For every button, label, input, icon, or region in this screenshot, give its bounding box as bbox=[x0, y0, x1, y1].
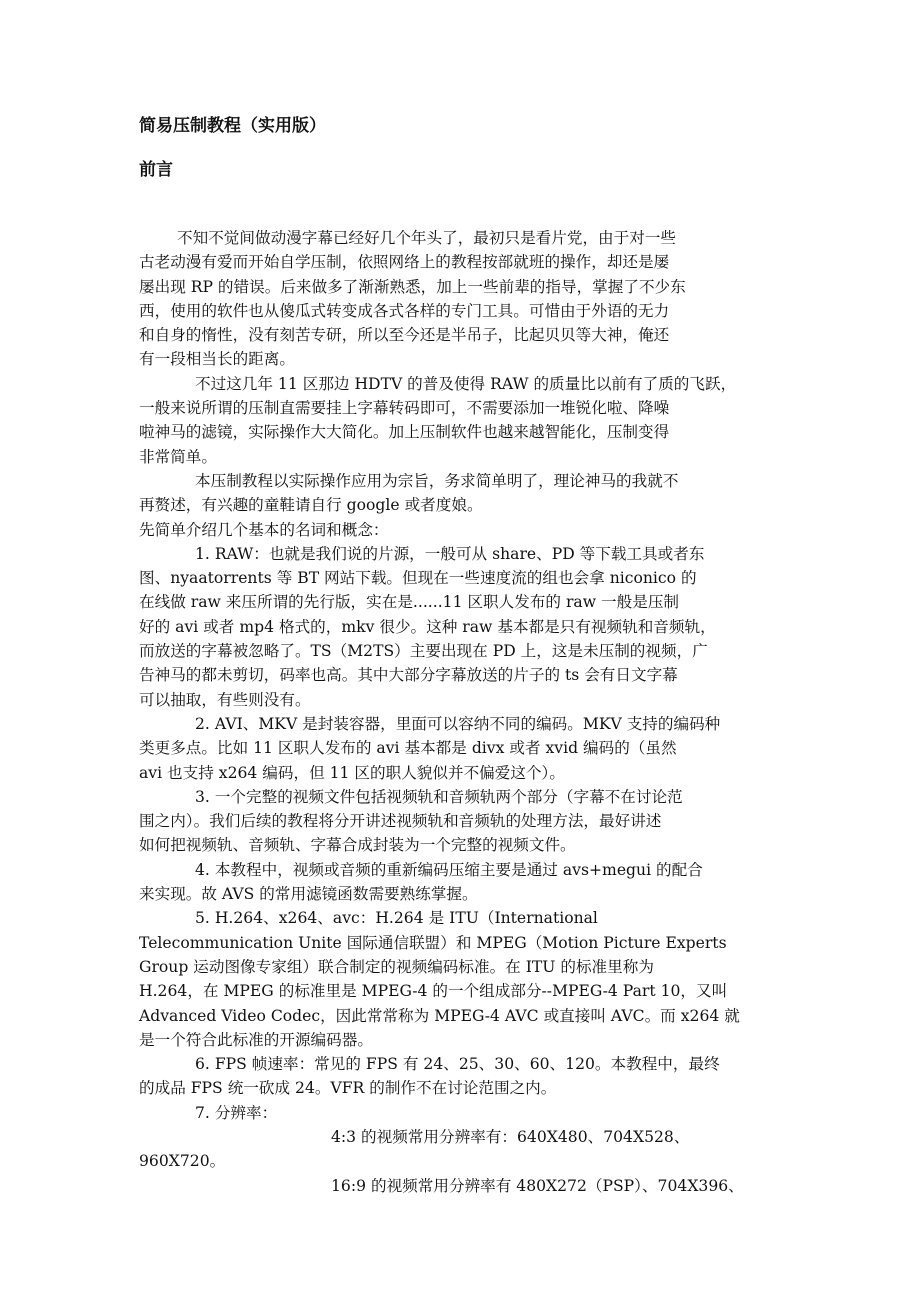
text-line: 7. 分辨率： bbox=[195, 1103, 278, 1122]
text-line: H.264，在 MPEG 的标准里是 MPEG-4 的一个组成部分--MPEG-4 Part 10，又叫 bbox=[139, 982, 728, 1001]
text-line: 屡出现 RP 的错误。后来做多了渐渐熟悉，加上一些前辈的指导，掌握了不少东 bbox=[139, 277, 686, 296]
text-line: 来实现。故 AVS 的常用滤镜函数需要熟练掌握。 bbox=[139, 885, 478, 904]
text-line: 5. H.264、x264、avc：H.264 是 ITU（International bbox=[195, 909, 598, 928]
text-line: 而放送的字幕被忽略了。TS（M2TS）主要出现在 PD 上，这是未压制的视频，广 bbox=[139, 642, 708, 661]
text-line: 本压制教程以实际操作应用为宗旨，务求简单明了，理论神马的我就不 bbox=[195, 471, 679, 490]
text-line: 好的 avi 或者 mp4 格式的，mkv 很少。这种 raw 基本都是只有视频轨和音频轨， bbox=[139, 617, 716, 636]
text-line: 有一段相当长的距离。 bbox=[139, 350, 295, 369]
document-title: 简易压制教程（实用版） bbox=[139, 116, 326, 136]
text-line: Telecommunication Unite 国际通信联盟）和 MPEG（Motion Picture Experts bbox=[139, 933, 727, 952]
text-line: 西，使用的软件也从傻瓜式转变成各式各样的专门工具。可惜由于外语的无力 bbox=[139, 301, 670, 320]
text-line: 3. 一个完整的视频文件包括视频轨和音频轨两个部分（字幕不在讨论范 bbox=[195, 787, 683, 806]
text-line: 不知不觉间做动漫字幕已经好几个年头了，最初只是看片党，由于对一些 bbox=[177, 229, 677, 247]
text-line: Group 运动图像专家组）联合制定的视频编码标准。在 ITU 的标准里称为 bbox=[139, 957, 654, 976]
text-line: 先简单介绍几个基本的名词和概念： bbox=[139, 520, 389, 539]
text-line: 的成品 FPS 统一砍成 24。VFR 的制作不在讨论范围之内。 bbox=[139, 1079, 557, 1098]
text-line: 可以抽取，有些则没有。 bbox=[139, 690, 311, 709]
text-line: 告神马的都未剪切，码率也高。其中大部分字幕放送的片子的 ts 会有日文字幕 bbox=[139, 666, 678, 685]
text-line: 不过这几年 11 区那边 HDTV 的普及使得 RAW 的质量比以前有了质的飞跃， bbox=[195, 374, 737, 393]
document-body bbox=[139, 226, 779, 1198]
text-line: 6. FPS 帧速率：常见的 FPS 有 24、25、30、60、120。本教程中，最终 bbox=[195, 1055, 720, 1074]
text-line: 4:3 的视频常用分辨率有：640X480、704X528、 bbox=[331, 1127, 690, 1146]
text-line: 围之内）。我们后续的教程将分开讲述视频轨和音频轨的处理方法，最好讲述 bbox=[139, 812, 662, 831]
preface-heading: 前言 bbox=[139, 160, 173, 180]
text-line: 图、nyaatorrents 等 BT 网站下载。但现在一些速度流的组也会拿 niconico 的 bbox=[139, 569, 697, 588]
text-line: 16:9 的视频常用分辨率有 480X272（PSP）、704X396、 bbox=[331, 1176, 744, 1195]
text-line: 啦神马的滤镜，实际操作大大简化。加上压制软件也越来越智能化，压制变得 bbox=[139, 423, 670, 442]
text-line: 再赘述，有兴趣的童鞋请自行 google 或者度娘。 bbox=[139, 496, 483, 515]
text-line: avi 也支持 x264 编码，但 11 区的职人貌似并不偏爱这个）。 bbox=[139, 763, 565, 782]
text-line: 4. 本教程中，视频或音频的重新编码压缩主要是通过 avs+megui 的配合 bbox=[195, 860, 703, 879]
text-line: 2. AVI、MKV 是封装容器，里面可以容纳不同的编码。MKV 支持的编码种 bbox=[195, 714, 721, 733]
text-line: 非常简单。 bbox=[139, 447, 217, 466]
text-line: 1. RAW：也就是我们说的片源，一般可从 share、PD 等下载工具或者东 bbox=[195, 544, 705, 563]
text-line: 一般来说所谓的压制直需要挂上字幕转码即可，不需要添加一堆锐化啦、降噪 bbox=[139, 399, 670, 418]
text-line: 类更多点。比如 11 区职人发布的 avi 基本都是 divx 或者 xvid 编码的（虽然 bbox=[139, 739, 677, 758]
text-line: 古老动漫有爱而开始自学压制，依照网络上的教程按部就班的操作，却还是屡 bbox=[139, 253, 670, 272]
text-line: 和自身的惰性，没有刻苦专研，所以至今还是半吊子，比起贝贝等大神，俺还 bbox=[139, 326, 670, 345]
text-line: 960X720。 bbox=[139, 1152, 226, 1171]
text-line: 在线做 raw 来压所谓的先行版，实在是......11 区职人发布的 raw 一般是压制 bbox=[139, 593, 680, 612]
text-line: 如何把视频轨、音频轨、字幕合成封装为一个完整的视频文件。 bbox=[139, 836, 576, 855]
text-line: Advanced Video Codec，因此常常称为 MPEG-4 AVC 或直接叫 AVC。而 x264 就 bbox=[139, 1006, 740, 1025]
text-line: 是一个符合此标准的开源编码器。 bbox=[139, 1030, 373, 1049]
